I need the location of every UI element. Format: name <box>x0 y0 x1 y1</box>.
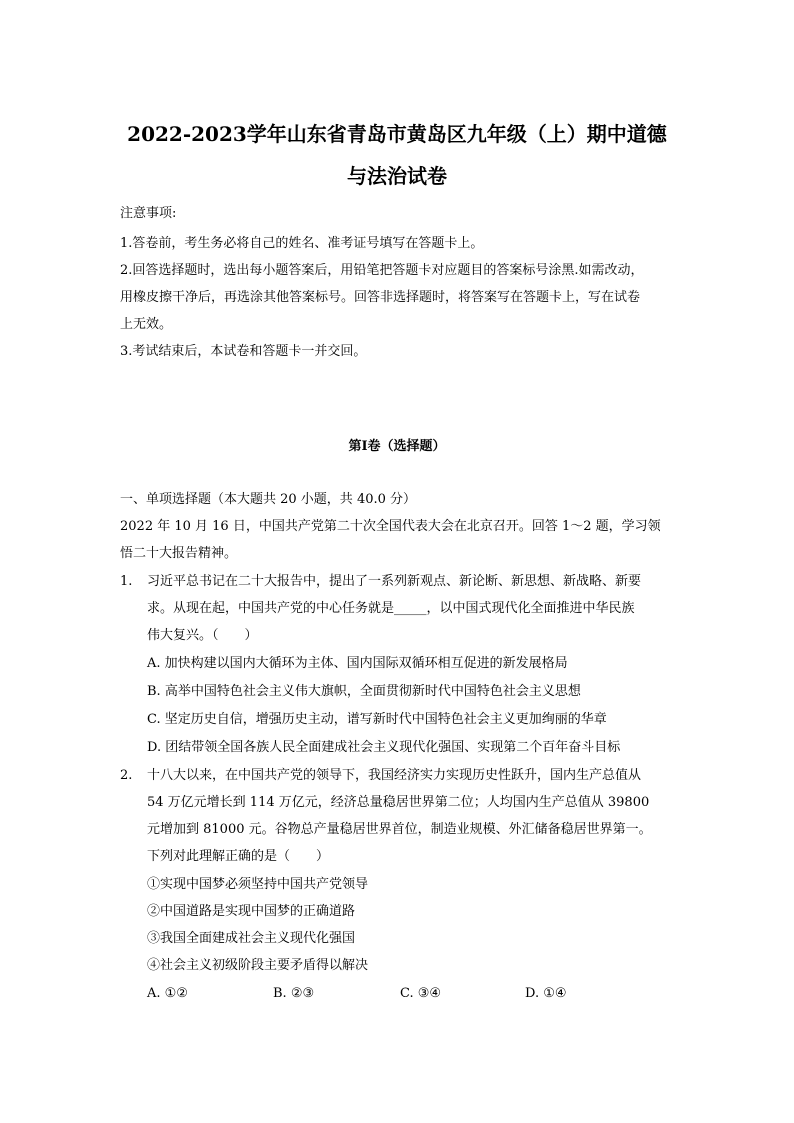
q2-statement-2: ②中国道路是实现中国梦的正确道路 <box>147 904 356 919</box>
q2-statement-3: ③我国全面建成社会主义现代化强国 <box>147 931 356 946</box>
q2-statement-1: ①实现中国梦必须坚持中国共产党领导 <box>147 877 369 892</box>
q1-stem-line-1: 习近平总书记在二十大报告中，提出了一系列新观点、新论断、新思想、新战略、新要 <box>147 574 642 589</box>
part-heading: 一、单项选择题（本大题共 20 小题，共 40.0 分） <box>120 492 417 507</box>
notice-item-3: 3.考试结束后，本试卷和答题卡一并交回。 <box>120 344 367 359</box>
exam-title-line-2: 与法治试卷 <box>347 164 447 188</box>
notice-item-1: 1.答卷前，考生务必将自己的姓名、准考证号填写在答题卡上。 <box>120 236 484 251</box>
notice-item-2-end: 上无效。 <box>120 317 173 332</box>
exam-title-line-1: 2022-2023学年山东省青岛市黄岛区九年级（上）期中道德 <box>127 122 667 146</box>
notice-heading: 注意事项: <box>120 206 177 221</box>
q1-option-c: C. 坚定历史自信，增强历史主动，谱写新时代中国特色社会主义更加绚丽的华章 <box>147 712 607 727</box>
intro-line-1: 2022 年 10 月 16 日，中国共产党第二十次全国代表大会在北京召开。回答 1～2 题，学习领 <box>120 519 661 534</box>
q1-stem-line-2: 求。从现在起，中国共产党的中心任务就是_____，以中国式现代化全面推进中华民族 <box>147 601 635 616</box>
notice-item-2: 2.回答选择题时，选出每小题答案后，用铅笔把答题卡对应题目的答案标号涂黑.如需改动， <box>120 263 644 278</box>
q1-option-b: B. 高举中国特色社会主义伟大旗帜，全面贯彻新时代中国特色社会主义思想 <box>147 684 581 699</box>
q2-stem-line-2: 54 万亿元增长到 114 万亿元，经济总量稳居世界第二位；人均国内生产总值从 39800 <box>147 795 650 810</box>
q1-stem-line-3: 伟大复兴。（ ） <box>147 628 258 643</box>
q2-choice-b: B. ②③ <box>273 986 315 1001</box>
q1-option-d: D. 团结带领全国各族人民全面建成社会主义现代化强国、实现第二个百年奋斗目标 <box>147 740 621 755</box>
q1-number: 1. <box>120 574 133 589</box>
notice-item-2-cont: 用橡皮擦干净后，再选涂其他答案标号。回答非选择题时，将答案写在答题卡上，写在试卷 <box>120 290 641 305</box>
q2-stem-line-3: 元增加到 81000 元。谷物总产量稳居世界首位，制造业规模、外汇储备稳居世界第一。 <box>147 822 652 837</box>
q1-option-a: A. 加快构建以国内大循环为主体、国内国际双循环相互促进的新发展格局 <box>147 656 568 671</box>
q2-statement-4: ④社会主义初级阶段主要矛盾得以解决 <box>147 958 369 973</box>
intro-line-2: 悟二十大报告精神。 <box>120 546 238 561</box>
q2-stem-line-1: 十八大以来，在中国共产党的领导下，我国经济实力实现历史性跃升，国内生产总值从 <box>147 768 642 783</box>
q2-choice-a: A. ①② <box>147 986 188 1001</box>
q2-number: 2. <box>120 768 133 783</box>
q2-choice-d: D. ①④ <box>525 986 567 1001</box>
q2-stem-line-4: 下列对此理解正确的是（ ） <box>147 849 330 864</box>
q2-choice-c: C. ③④ <box>400 986 442 1001</box>
section-title: 第I卷（选择题） <box>348 439 446 454</box>
